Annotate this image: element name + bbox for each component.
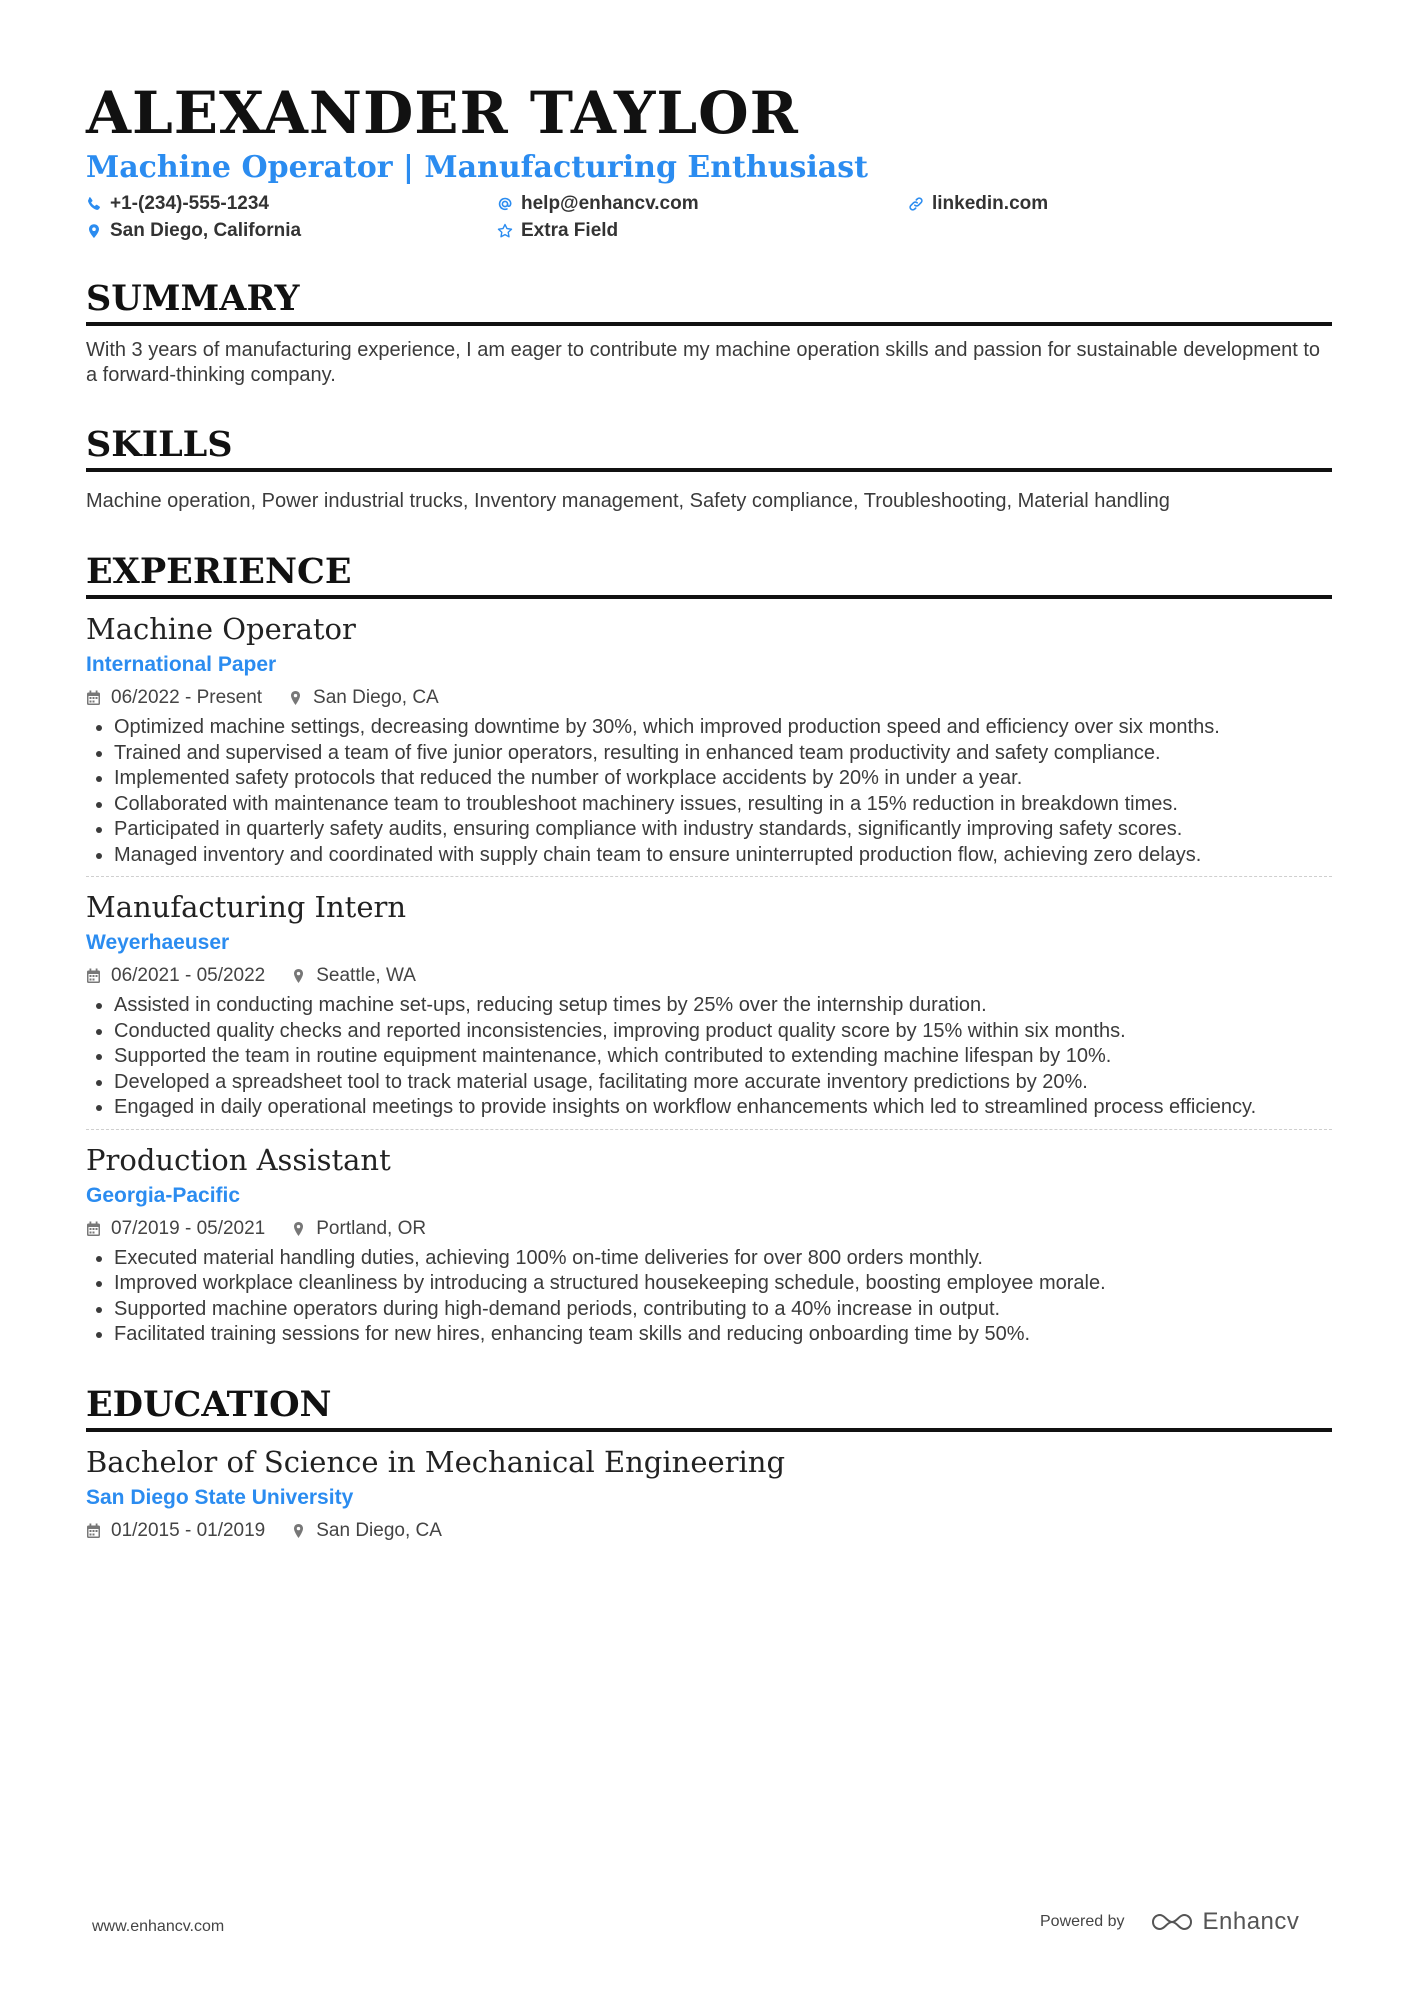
- candidate-title: Machine Operator | Manufacturing Enthusiast: [86, 150, 868, 185]
- location-text: San Diego, California: [110, 219, 302, 241]
- calendar-icon: [86, 968, 101, 984]
- job-company: Weyerhaeuser: [86, 931, 230, 954]
- link-icon: [908, 196, 924, 212]
- job-bullets: [86, 1246, 1332, 1348]
- job-bullets: [86, 715, 1332, 868]
- experience-heading: EXPERIENCE: [86, 551, 1332, 599]
- job-entry: [86, 889, 1332, 1130]
- summary-heading: SUMMARY: [86, 278, 1332, 326]
- job-dates: 07/2019 - 05/2021: [111, 1217, 266, 1239]
- education-section: [86, 1384, 1332, 1550]
- job-meta: [86, 963, 1332, 989]
- map-pin-icon: [291, 1221, 306, 1237]
- job-bullet: • Implemented safety protocols that reduced the number of workplace accidents by 20% in under a year.: [114, 766, 1332, 792]
- skills-text: Machine operation, Power industrial trucks, Inventory management, Safety compliance, Troubleshooting, Material handling: [86, 490, 1170, 512]
- extra-text: Extra Field: [521, 219, 619, 241]
- job-location: Portland, OR: [316, 1217, 427, 1239]
- job-company: International Paper: [86, 653, 277, 676]
- job-title: Manufacturing Intern: [86, 890, 407, 924]
- job-dates: 06/2022 - Present: [111, 687, 263, 708]
- calendar-icon: [86, 690, 101, 706]
- linkedin-text: linkedin.com: [932, 192, 1049, 214]
- job-bullet: • Participated in quarterly safety audits, ensuring compliance with industry standards, significantly improving safety scores.: [114, 817, 1332, 843]
- job-bullet: • Improved workplace cleanliness by introducing a structured housekeeping schedule, boosting employee morale.: [114, 1271, 1332, 1297]
- job-entry: [86, 1142, 1332, 1354]
- contact-list: [86, 192, 1332, 242]
- summary-text: With 3 years of manufacturing experience, I am eager to contribute my machine operation skills and passion for sustainable development to a forward-thinking company.: [86, 339, 1320, 386]
- job-bullet: • Optimized machine settings, decreasing downtime by 30%, which improved production speed and efficiency over six months.: [114, 715, 1332, 741]
- footer-website[interactable]: www.enhancv.com: [92, 1918, 225, 1935]
- job-bullet: • Conducted quality checks and reported inconsistencies, improving product quality score by 15% within six months.: [114, 1019, 1332, 1045]
- map-pin-icon: [291, 1523, 306, 1539]
- contact-phone[interactable]: [86, 192, 497, 215]
- summary-section: [86, 278, 1332, 388]
- contact-location: [86, 219, 497, 242]
- email-text: help@enhancv.com: [521, 192, 699, 214]
- education-meta: [86, 1518, 1332, 1544]
- calendar-icon: [86, 1523, 101, 1539]
- contact-linkedin[interactable]: [908, 192, 1208, 215]
- skills-section: [86, 424, 1332, 515]
- phone-text: +1-(234)-555-1234: [110, 192, 269, 214]
- job-bullet: • Engaged in daily operational meetings to provide insights on workflow enhancements which led to streamlined process efficiency.: [114, 1095, 1332, 1121]
- job-bullet: • Assisted in conducting machine set-ups, reducing setup times by 25% over the internship duration.: [114, 993, 1332, 1019]
- contact-email[interactable]: [497, 192, 908, 215]
- star-icon: [497, 223, 513, 239]
- candidate-name: ALEXANDER TAYLOR: [86, 79, 799, 147]
- job-entry: [86, 611, 1332, 877]
- education-dates: 01/2015 - 01/2019: [111, 1519, 266, 1541]
- contact-extra: [497, 219, 908, 242]
- job-meta: [86, 1216, 1332, 1242]
- job-title: Machine Operator: [86, 612, 356, 646]
- job-bullet: • Managed inventory and coordinated with supply chain team to ensure uninterrupted production flow, achieving zero delays.: [114, 843, 1332, 869]
- experience-section: [86, 551, 1332, 1354]
- degree-title: Bachelor of Science in Mechanical Engineering: [86, 1444, 786, 1479]
- map-pin-icon: [288, 690, 303, 706]
- job-bullet: • Supported machine operators during high-demand periods, contributing to a 40% increase in output.: [114, 1297, 1332, 1323]
- education-entry: [86, 1444, 1332, 1550]
- calendar-icon: [86, 1221, 101, 1237]
- job-bullet: • Executed material handling duties, achieving 100% on-time deliveries for over 800 orders monthly.: [114, 1246, 1332, 1272]
- education-heading: EDUCATION: [86, 1384, 1332, 1432]
- brand-name: Enhancv: [1202, 1908, 1300, 1935]
- job-location: Seattle, WA: [316, 965, 416, 986]
- job-bullet: • Supported the team in routine equipment maintenance, which contributed to extending machine lifespan by 10%.: [114, 1044, 1332, 1070]
- job-company: Georgia-Pacific: [86, 1183, 241, 1207]
- map-pin-icon: [291, 968, 306, 984]
- job-location: San Diego, CA: [313, 687, 439, 708]
- enhancv-logo-icon: [1149, 1910, 1195, 1934]
- map-pin-icon: [86, 223, 102, 239]
- school-name: San Diego State University: [86, 1485, 354, 1509]
- job-bullet: • Collaborated with maintenance team to troubleshoot machinery issues, resulting in a 15% reduction in breakdown times.: [114, 792, 1332, 818]
- job-bullets: [86, 993, 1332, 1121]
- footer-branding[interactable]: [1040, 1908, 1299, 1936]
- phone-icon: [86, 196, 102, 212]
- job-bullet: • Trained and supervised a team of five junior operators, resulting in enhanced team productivity and safety compliance.: [114, 741, 1332, 767]
- skills-heading: SKILLS: [86, 424, 1332, 472]
- job-bullet: • Facilitated training sessions for new hires, enhancing team skills and reducing onboarding time by 50%.: [114, 1322, 1332, 1348]
- resume-content: [86, 78, 1332, 1550]
- job-dates: 06/2021 - 05/2022: [111, 965, 266, 986]
- at-sign-icon: [497, 196, 513, 212]
- job-title: Production Assistant: [86, 1142, 391, 1177]
- powered-by-label: Powered by: [1040, 1913, 1125, 1930]
- education-location: San Diego, CA: [316, 1519, 442, 1541]
- job-meta: [86, 685, 1332, 711]
- job-bullet: • Developed a spreadsheet tool to track material usage, facilitating more accurate inventory predictions by 20%.: [114, 1070, 1332, 1096]
